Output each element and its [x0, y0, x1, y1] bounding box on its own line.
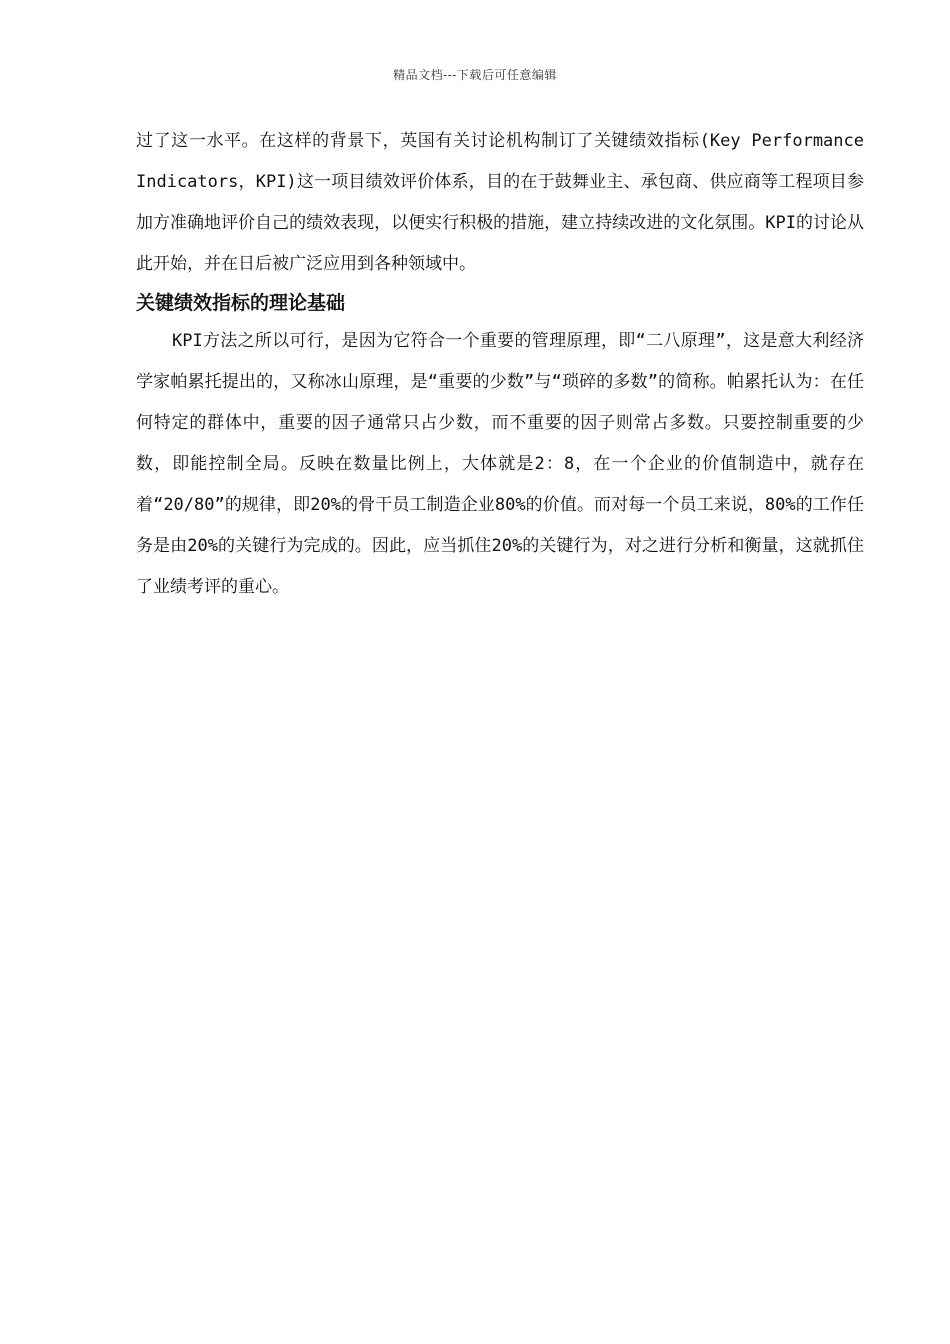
paragraph-background: 过了这一水平。在这样的背景下，英国有关讨论机构制订了关键绩效指标(Key Performance Indicators，KPI)这一项目绩效评价体系，目的在于鼓舞业主、承包商、供应商等工程项目参加方准确地评价自己的绩效表现，以便实行积极的措施，建立持续改进的文化氛围。KPI的讨论从此开始，并在日后被广泛应用到各种领域中。	[136, 131, 864, 274]
section-heading: 关键绩效指标的理论基础	[136, 292, 346, 314]
document-body	[136, 121, 864, 608]
paragraph-pareto-principle: KPI方法之所以可行，是因为它符合一个重要的管理原理，即“二八原理”，这是意大利经济学家帕累托提出的，又称冰山原理，是“重要的少数”与“琐碎的多数”的简称。帕累托认为：在任何特定的群体中，重要的因子通常只占少数，而不重要的因子则常占多数。只要控制重要的少数，即能控制全局。反映在数量比例上，大体就是2：8，在一个企业的价值制造中，就存在着“20/80”的规律，即20%的骨干员工制造企业80%的价值。而对每一个员工来说，80%的工作任务是由20%的关键行为完成的。因此，应当抓住20%的关键行为，对之进行分析和衡量，这就抓住了业绩考评的重心。	[136, 331, 864, 597]
page-header: 精品文档---下载后可任意编辑	[393, 68, 557, 82]
